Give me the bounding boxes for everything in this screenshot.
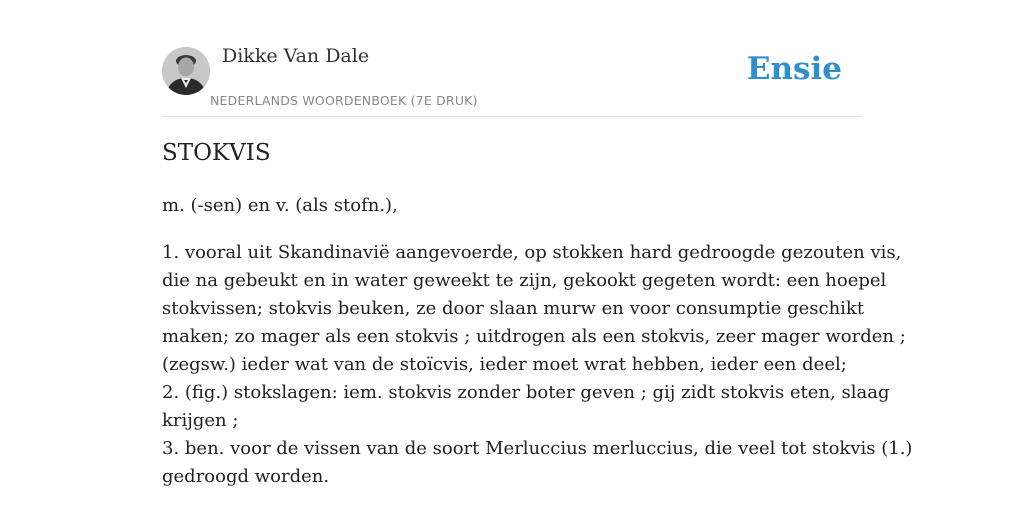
definition-line: krijgen ; bbox=[162, 410, 239, 431]
definition-line: 3. ben. voor de vissen van de soort Merluccius merluccius, die veel tot stokvis (1.) bbox=[162, 438, 913, 459]
definition-line: gedroogd worden. bbox=[162, 466, 330, 487]
definition-line: stokvissen; stokvis beuken, ze door slaan murw en voor consumptie geschikt bbox=[162, 298, 865, 319]
source-title[interactable]: NEDERLANDS WOORDENBOEK (7E DRUK) bbox=[210, 93, 478, 108]
definition-line: 2. (fig.) stokslagen: iem. stokvis zonder boter geven ; gij zidt stokvis eten, slaag bbox=[162, 382, 890, 403]
author-avatar[interactable] bbox=[162, 47, 210, 95]
entry-header bbox=[162, 0, 862, 117]
entry-title: STOKVIS bbox=[162, 140, 271, 166]
definition-line: 1. vooral uit Skandinavië aangevoerde, op stokken hard gedroogde gezouten vis, bbox=[162, 242, 902, 263]
definition-line: die na gebeukt en in water geweekt te zijn, gekookt gegeten wordt: een hoepel bbox=[162, 270, 887, 291]
definition-line: maken; zo mager als een stokvis ; uitdrogen als een stokvis, zeer mager worden ; bbox=[162, 326, 906, 347]
definitions bbox=[162, 239, 913, 491]
brand-logo[interactable]: Ensie bbox=[746, 51, 842, 87]
author-name[interactable]: Dikke Van Dale bbox=[222, 45, 370, 67]
grammar-info: m. (-sen) en v. (als stofn.), bbox=[162, 195, 398, 216]
dictionary-entry-page bbox=[162, 0, 913, 512]
definition-line: (zegsw.) ieder wat van de stoïcvis, ieder moet wrat hebben, ieder een deel; bbox=[162, 354, 847, 375]
portrait-photo-icon bbox=[162, 47, 210, 95]
